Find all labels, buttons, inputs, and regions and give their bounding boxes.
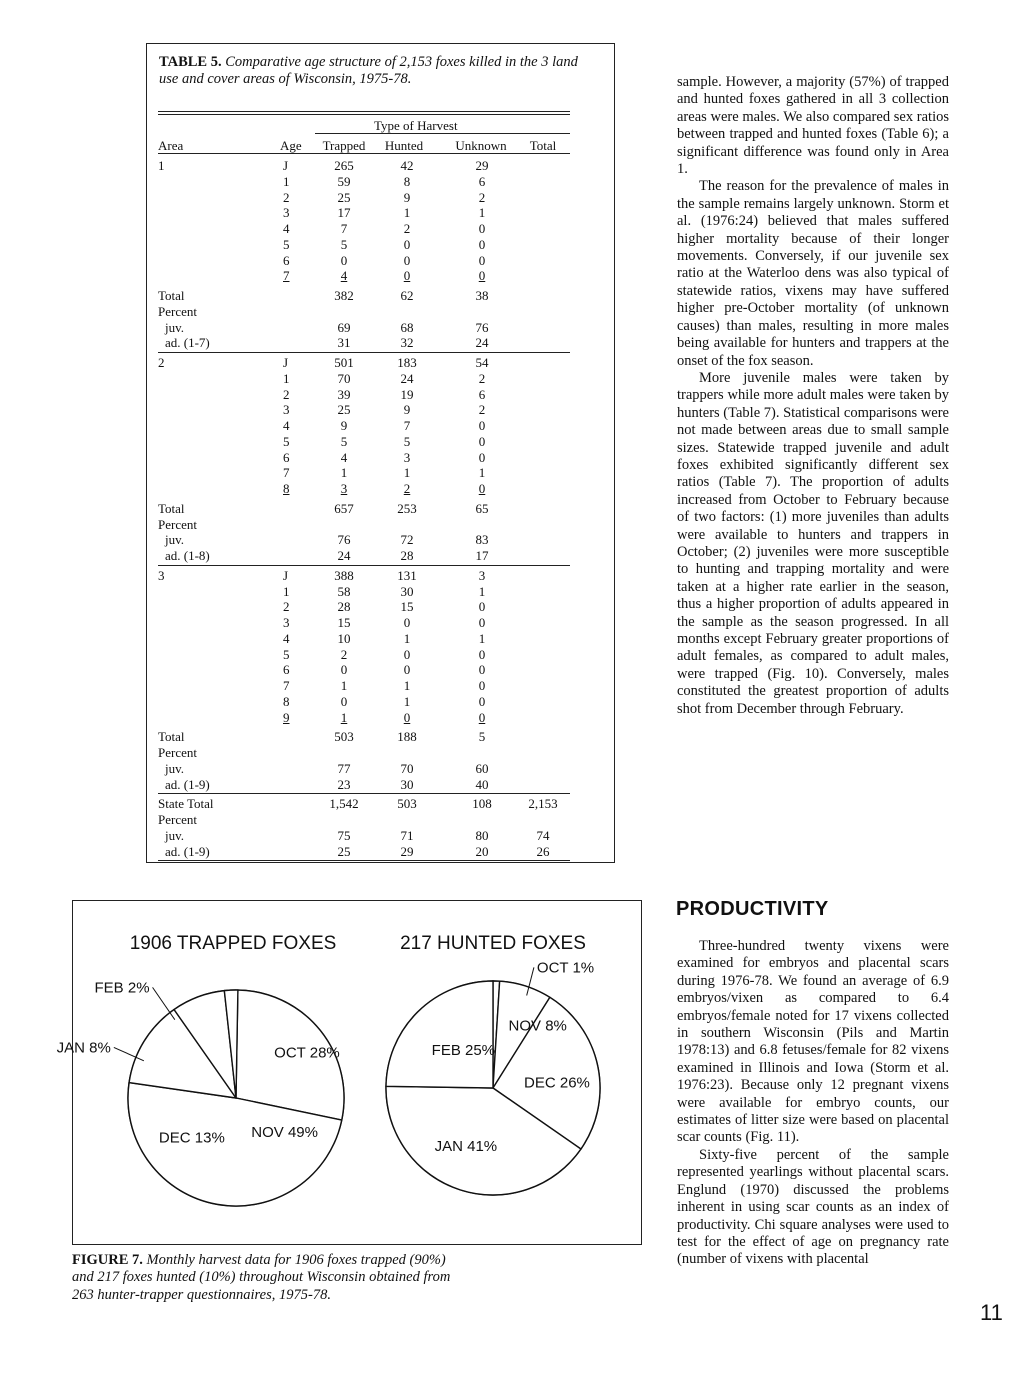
pie-charts: [56, 901, 640, 1243]
header-total: Total: [529, 138, 557, 153]
age-cell: 8: [283, 693, 290, 709]
hunted-cell: 5: [403, 433, 411, 449]
unknown-total: 65: [475, 500, 489, 516]
table-caption: [159, 54, 579, 88]
body-text-column: [677, 74, 949, 718]
paragraph: sample. However, a majority (57%) of trapped and hunted foxes gathered in all 3 collection areas were males. We also compared sex ratios between trapped and hunted foxes (Table 6); a significant difference was found only in Area 1.: [677, 74, 949, 178]
juv-label: juv.: [165, 532, 185, 548]
unknown-cell: 0: [478, 268, 486, 284]
hunted-cell: 0: [403, 268, 411, 284]
trapped-juv: 76: [337, 532, 351, 548]
total-label: Total: [158, 500, 185, 516]
table-rule: [158, 565, 570, 566]
age-cell: 2: [283, 189, 290, 205]
pie-label-feb: FEB 2%: [94, 979, 150, 997]
trapped-chart-title: 1906 TRAPPED FOXES: [129, 933, 337, 954]
unknown-cell: 2: [478, 189, 486, 205]
hunted-cell: 1: [403, 630, 411, 646]
age-cell: 8: [283, 481, 290, 496]
age-cell: J: [283, 355, 289, 370]
age-cell: 1: [283, 370, 290, 386]
unknown-cell: 0: [478, 252, 486, 268]
percent-label: Percent: [158, 812, 197, 827]
ad-label: ad. (1-7): [165, 335, 210, 351]
hunted-cell: 131: [397, 567, 417, 583]
age-cell: 7: [283, 678, 290, 693]
unknown-cell: 0: [478, 418, 486, 433]
productivity-text: [677, 938, 949, 1269]
table-5: [146, 43, 615, 863]
header-age: Age: [280, 138, 302, 153]
state-hunted-juv: 71: [400, 827, 414, 843]
trapped-cell: 501: [334, 355, 354, 370]
trapped-cell: 39: [337, 386, 351, 402]
pie-label-jan: JAN 41%: [434, 1138, 498, 1156]
state-unknown-ad: 20: [475, 843, 489, 859]
trapped-cell: 0: [340, 662, 348, 678]
trapped-cell: 0: [340, 252, 348, 268]
unknown-ad: 40: [475, 776, 489, 792]
juv-label: juv.: [165, 319, 185, 335]
hunted-cell: 3: [403, 449, 411, 465]
percent-label: Percent: [158, 516, 197, 532]
unknown-total: 38: [475, 288, 489, 303]
unknown-total: 5: [478, 729, 486, 745]
juv-label: juv.: [165, 827, 185, 843]
unknown-juv: 83: [475, 532, 489, 548]
area-label: 3: [158, 567, 165, 583]
ad-label: ad. (1-9): [165, 776, 210, 792]
age-cell: 9: [283, 709, 290, 725]
hunted-cell: 1: [403, 205, 411, 221]
unknown-ad: 24: [475, 335, 489, 351]
age-cell: J: [283, 158, 289, 173]
unknown-cell: 0: [478, 693, 486, 709]
trapped-cell: 2: [340, 646, 348, 662]
unknown-cell: 0: [478, 709, 486, 725]
hunted-cell: 0: [403, 252, 411, 268]
unknown-cell: 0: [478, 221, 486, 236]
state-trapped-juv: 75: [337, 827, 351, 843]
trapped-cell: 70: [337, 370, 351, 386]
trapped-juv: 69: [337, 319, 351, 335]
hunted-juv: 70: [400, 760, 414, 776]
age-cell: 5: [283, 433, 290, 449]
age-cell: 1: [283, 583, 290, 599]
unknown-cell: 6: [478, 173, 486, 189]
hunted-ad: 32: [400, 335, 414, 351]
unknown-cell: 2: [478, 370, 486, 386]
table-rule: [158, 860, 570, 861]
hunted-juv: 72: [400, 532, 414, 548]
hunted-cell: 0: [403, 662, 411, 678]
age-cell: 2: [283, 599, 290, 615]
ad-label: ad. (1-8): [165, 548, 210, 563]
age-cell: 6: [283, 252, 290, 268]
area-label: 2: [158, 355, 165, 370]
state-total-juv: 74: [536, 827, 550, 843]
unknown-cell: 1: [478, 583, 486, 599]
table-rule: [315, 133, 570, 134]
trapped-ad: 23: [337, 776, 351, 792]
unknown-cell: 1: [478, 205, 486, 221]
state-total-label: State Total: [158, 796, 214, 812]
trapped-cell: 1: [340, 465, 348, 481]
state-trapped-ad: 25: [337, 843, 351, 859]
age-cell: 3: [283, 402, 290, 418]
age-cell: 5: [283, 236, 290, 252]
trapped-total: 657: [334, 500, 354, 516]
trapped-cell: 7: [340, 221, 348, 236]
hunted-cell: 42: [400, 158, 414, 173]
hunted-cell: 24: [400, 370, 414, 386]
unknown-cell: 0: [478, 433, 486, 449]
hunted-cell: 7: [403, 418, 411, 433]
header-unknown: Unknown: [455, 138, 507, 153]
table-rule: [158, 111, 570, 112]
table-rule: [158, 153, 570, 154]
hunted-chart-title: 217 HUNTED FOXES: [400, 933, 586, 954]
hunted-cell: 0: [403, 709, 411, 725]
juv-label: juv.: [165, 760, 185, 776]
trapped-cell: 15: [337, 615, 351, 630]
table-rule: [158, 114, 570, 115]
age-cell: 5: [283, 646, 290, 662]
figure-caption: [72, 1252, 452, 1304]
total-label: Total: [158, 288, 185, 303]
trapped-cell: 59: [337, 173, 351, 189]
header-trapped: Trapped: [322, 138, 366, 153]
trapped-cell: 25: [337, 402, 351, 418]
unknown-juv: 60: [475, 760, 489, 776]
unknown-cell: 1: [478, 630, 486, 646]
pie-label-oct: OCT 1%: [536, 959, 595, 977]
figure-7: [56, 900, 642, 1245]
hunted-cell: 1: [403, 678, 411, 693]
unknown-cell: 0: [478, 615, 486, 630]
unknown-cell: 0: [478, 481, 486, 496]
age-cell: 7: [283, 268, 290, 284]
ad-label: ad. (1-9): [165, 843, 210, 859]
unknown-cell: 0: [478, 678, 486, 693]
state-total: 2,153: [528, 796, 558, 812]
table-rule: [158, 352, 570, 353]
trapped-cell: 9: [340, 418, 348, 433]
age-cell: 4: [283, 221, 290, 236]
paragraph: Three-hundred twenty vixens were examined for embryos and placental scars during 1976-78. We found an average of 6.9 embryos/vixen as compared to 6.4 embryos/female noted for 17 vixens collected in southern Wisconsin (Pils and Martin 1978:13) and 6.8 fetuses/female for 82 vixens examined in Illinois and Iowa (Storm et al. 1976:23). Because only 12 pregnant vixens were available for embryo counts, our estimates of litter size were based on placental scar counts (Fig. 11).: [677, 938, 949, 1146]
pie-label-nov: NOV 49%: [251, 1124, 319, 1142]
state-unknown: 108: [472, 796, 492, 812]
hunted-cell: 0: [403, 646, 411, 662]
unknown-juv: 76: [475, 319, 489, 335]
hunted-cell: 8: [403, 173, 411, 189]
trapped-cell: 5: [340, 236, 348, 252]
hunted-total: 188: [397, 729, 417, 745]
group-header: Type of Harvest: [374, 118, 458, 133]
page-number: 11: [980, 1300, 1003, 1325]
age-cell: 1: [283, 173, 290, 189]
pie-label-oct: OCT 28%: [274, 1044, 340, 1062]
unknown-cell: 29: [475, 158, 489, 173]
hunted-cell: 2: [403, 481, 411, 496]
trapped-cell: 265: [334, 158, 354, 173]
age-cell: 6: [283, 662, 290, 678]
age-cell: 7: [283, 465, 290, 481]
age-cell: 6: [283, 449, 290, 465]
unknown-cell: 54: [475, 355, 489, 370]
unknown-cell: 2: [478, 402, 486, 418]
figure-label: FIGURE 7.: [72, 1252, 143, 1268]
table-rule: [158, 793, 570, 794]
trapped-cell: 388: [334, 567, 354, 583]
state-trapped: 1,542: [329, 796, 359, 812]
age-cell: 4: [283, 630, 290, 646]
trapped-cell: 0: [340, 693, 348, 709]
age-cell: 2: [283, 386, 290, 402]
hunted-cell: 183: [397, 355, 417, 370]
trapped-cell: 1: [340, 709, 348, 725]
header-area: Area: [158, 138, 184, 153]
hunted-cell: 30: [400, 583, 414, 599]
trapped-cell: 1: [340, 678, 348, 693]
pie-label-jan: JAN 8%: [56, 1039, 111, 1057]
trapped-total: 503: [334, 729, 354, 745]
hunted-total: 253: [397, 500, 417, 516]
unknown-cell: 3: [478, 567, 486, 583]
age-cell: 3: [283, 615, 290, 630]
hunted-cell: 1: [403, 693, 411, 709]
unknown-cell: 0: [478, 646, 486, 662]
trapped-cell: 4: [340, 449, 348, 465]
unknown-cell: 0: [478, 449, 486, 465]
hunted-total: 62: [400, 288, 414, 303]
pie-leader-feb: [153, 987, 175, 1019]
hunted-cell: 2: [403, 221, 411, 236]
paragraph: More juvenile males were taken by trappers while more adult males were taken by hunters (Table 7). Statistical comparisons were not made between areas due to small sample sizes. Statewide trapped juvenile and adult foxes exhibited significantly different sex ratios (Table 7). The proportion of adults increased from October to February because of two factors: (1) more juveniles than adults were available to hunters and trappers in October; (2) juveniles were more susceptible to hunting and trapping mortality and were taken at a higher rate earlier in the season, thus a higher proportion of adults appeared in the sample as the season progressed. In all months except February greater proportions of adult females, as compared to adult males, were trapped (Fig. 10). Conversely, males constituted the greatest proportion of adults shot from December through February.: [677, 369, 949, 717]
state-unknown-juv: 80: [475, 827, 489, 843]
trapped-juv: 77: [337, 760, 351, 776]
hunted-cell: 0: [403, 615, 411, 630]
hunted-cell: 9: [403, 189, 411, 205]
percent-label: Percent: [158, 745, 197, 760]
unknown-cell: 6: [478, 386, 486, 402]
total-label: Total: [158, 729, 185, 745]
unknown-cell: 0: [478, 599, 486, 615]
hunted-ad: 28: [400, 548, 414, 563]
state-total-ad: 26: [536, 843, 550, 859]
state-hunted-ad: 29: [400, 843, 414, 859]
trapped-cell: 5: [340, 433, 348, 449]
section-heading-productivity: PRODUCTIVITY: [676, 898, 829, 920]
hunted-cell: 0: [403, 236, 411, 252]
trapped-total: 382: [334, 288, 354, 303]
table-caption-text: Comparative age structure of 2,153 foxes killed in the 3 land use and cover areas of Wisconsin, 1975-78.: [159, 54, 578, 87]
hunted-cell: 15: [400, 599, 414, 615]
pie-label-dec: DEC 26%: [524, 1074, 590, 1092]
pie-label-nov: NOV 8%: [508, 1017, 567, 1035]
paragraph: The reason for the prevalence of males in the sample remains largely unknown. Storm et al. (1976:24) believed that males suffered higher mortality because of their longer movements. Conversely, if our juvenile sex ratio at the Waterloo dens was also typical of statewide ratios, vixens may have suffered higher pre-October mortality (of unknown causes) than males, resulting in more males being available for hunters and trappers at the onset of the fox season.: [677, 178, 949, 369]
trapped-cell: 10: [337, 630, 351, 646]
figure-caption-text: Monthly harvest data for 1906 foxes trapped (90%) and 217 foxes hunted (10%) throughout Wisconsin obtained from 263 hunter-trapper questionnaires, 1975-78.: [72, 1252, 451, 1303]
pie-label-feb: FEB 25%: [431, 1042, 496, 1060]
trapped-ad: 24: [337, 548, 351, 563]
percent-label: Percent: [158, 303, 197, 319]
pie-label-dec: DEC 13%: [158, 1129, 225, 1147]
state-hunted: 503: [397, 796, 417, 812]
trapped-cell: 4: [340, 268, 348, 284]
hunted-cell: 9: [403, 402, 411, 418]
age-cell: J: [283, 567, 289, 583]
unknown-cell: 0: [478, 236, 486, 252]
hunted-juv: 68: [400, 319, 414, 335]
trapped-cell: 17: [337, 205, 351, 221]
unknown-cell: 1: [478, 465, 486, 481]
trapped-cell: 28: [337, 599, 351, 615]
trapped-cell: 3: [340, 481, 348, 496]
trapped-cell: 25: [337, 189, 351, 205]
age-cell: 3: [283, 205, 290, 221]
header-hunted: Hunted: [384, 138, 424, 153]
trapped-cell: 58: [337, 583, 351, 599]
age-cell: 4: [283, 418, 290, 433]
area-label: 1: [158, 158, 165, 173]
hunted-cell: 19: [400, 386, 414, 402]
table-label: TABLE 5.: [159, 54, 222, 70]
unknown-cell: 0: [478, 662, 486, 678]
unknown-ad: 17: [475, 548, 489, 563]
hunted-ad: 30: [400, 776, 414, 792]
trapped-ad: 31: [337, 335, 351, 351]
hunted-cell: 1: [403, 465, 411, 481]
paragraph: Sixty-five percent of the sample represented yearlings without placental scars. Englund (1970) discussed the problems inherent in using scar counts as an index of productivity. Chi square analyses were used to test for the effect of age on pregnancy rate (number of vixens with placental: [677, 1146, 949, 1268]
pie-slice-feb: [386, 981, 496, 1088]
